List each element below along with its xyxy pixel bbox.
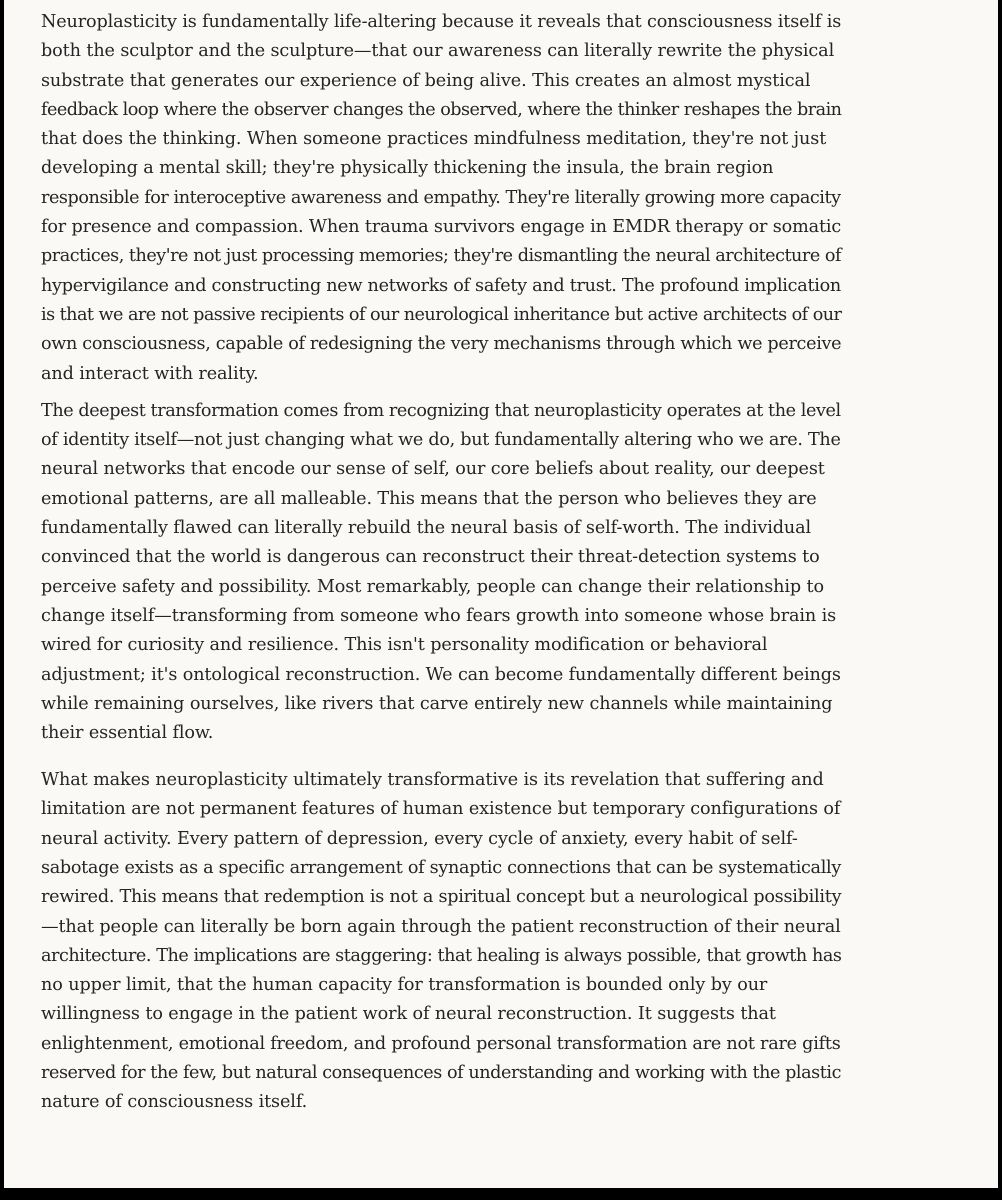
text-line: limitation are not permanent features of human existence but temporary configurations of — [41, 799, 841, 820]
text-line: sabotage exists as a specific arrangement of synaptic connections that can be systematically — [41, 857, 842, 878]
text-line: own consciousness, capable of redesigning the very mechanisms through which we perceive — [41, 334, 842, 355]
text-line: developing a mental skill; they're physically thickening the insula, the brain region — [41, 158, 774, 179]
text-line: enlightenment, emotional freedom, and profound personal transformation are not rare gifts — [41, 1033, 841, 1054]
text-line: willingness to engage in the patient work of neural reconstruction. It suggests that — [41, 1004, 776, 1025]
text-line: convinced that the world is dangerous can reconstruct their threat-detection systems to — [41, 547, 820, 568]
text-line: fundamentally flawed can literally rebuild the neural basis of self-worth. The individual — [41, 518, 812, 539]
text-line: both the sculptor and the sculpture—that our awareness can literally rewrite the physical — [41, 41, 835, 62]
text-line: Neuroplasticity is fundamentally life-altering because it reveals that consciousness itself is — [41, 12, 842, 32]
text-line: neural networks that encode our sense of self, our core beliefs about reality, our deepest — [41, 459, 825, 480]
text-line: What makes neuroplasticity ultimately transformative is its revelation that suffering and — [41, 770, 824, 791]
text-line: of identity itself—not just changing what we do, but fundamentally altering who we are. The — [41, 430, 841, 451]
text-line: no upper limit, that the human capacity for transformation is bounded only by our — [41, 975, 768, 996]
page — [4, 0, 998, 1188]
text-line: and interact with reality. — [41, 363, 259, 384]
text-line: change itself—transforming from someone who fears growth into someone whose brain is — [41, 605, 837, 626]
text-line: The deepest transformation comes from recognizing that neuroplasticity operates at the level — [41, 400, 841, 421]
text-line: neural activity. Every pattern of depression, every cycle of anxiety, every habit of self- — [41, 828, 798, 849]
text-line: adjustment; it's ontological reconstruction. We can become fundamentally different beings — [41, 664, 841, 685]
text-line: their essential flow. — [41, 723, 214, 744]
text-line: feedback loop where the observer changes the observed, where the thinker reshapes the brain — [41, 99, 842, 120]
text-line: wired for curiosity and resilience. This isn't personality modification or behavioral — [41, 635, 768, 656]
article-body — [41, 8, 841, 1135]
text-line: while remaining ourselves, like rivers that carve entirely new channels while maintaining — [41, 693, 833, 714]
paragraph-3 — [41, 766, 841, 1118]
text-line: emotional patterns, are all malleable. This means that the person who believes they are — [41, 488, 817, 509]
text-line: hypervigilance and constructing new networks of safety and trust. The profound implication — [41, 275, 841, 296]
text-line: architecture. The implications are staggering: that healing is always possible, that growth has — [41, 945, 842, 966]
text-line: practices, they're not just processing memories; they're dismantling the neural architecture of — [41, 246, 842, 267]
text-line: responsible for interoceptive awareness and empathy. They're literally growing more capacity — [41, 187, 841, 208]
paragraph-1 — [41, 8, 841, 389]
text-line: —that people can literally be born again through the patient reconstruction of their neural — [41, 916, 841, 937]
text-line: for presence and compassion. When trauma survivors engage in EMDR therapy or somatic — [41, 217, 842, 238]
text-line: nature of consciousness itself. — [41, 1092, 308, 1113]
text-line: that does the thinking. When someone practices mindfulness meditation, they're not just — [41, 129, 827, 150]
text-line: is that we are not passive recipients of our neurological inheritance but active architects of our — [41, 304, 842, 325]
text-line: substrate that generates our experience of being alive. This creates an almost mystical — [41, 70, 811, 91]
text-line: perceive safety and possibility. Most remarkably, people can change their relationship to — [41, 576, 825, 597]
text-line: rewired. This means that redemption is not a spiritual concept but a neurological possibility — [41, 887, 842, 908]
paragraph-2 — [41, 397, 841, 749]
text-line: reserved for the few, but natural consequences of understanding and working with the plastic — [41, 1062, 842, 1083]
